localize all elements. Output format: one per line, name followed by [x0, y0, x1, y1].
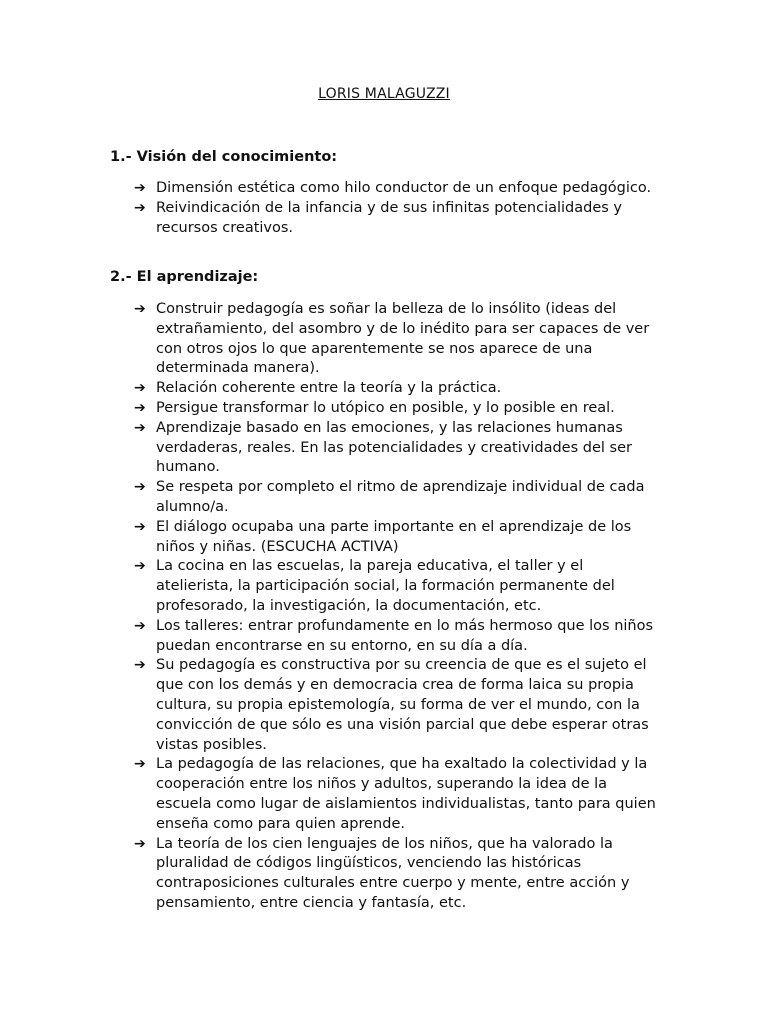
arrow-bullet-icon: ➔: [134, 558, 146, 575]
bullet-list-vision: [134, 179, 664, 238]
list-item-text: Relación coherente entre la teoría y la práctica.: [156, 380, 502, 397]
list-item-text: Dimensión estética como hilo conductor de un enfoque pedagógico.: [156, 180, 652, 196]
bullet-list-aprendizaje: [134, 300, 664, 914]
arrow-bullet-icon: ➔: [134, 399, 146, 416]
list-item-text: Persigue transformar lo utópico en posible, y lo posible en real.: [156, 399, 615, 416]
list-item-text: El diálogo ocupaba una parte importante en el aprendizaje de los niños y niñas. (ESCUCHA ACTIVA): [156, 518, 632, 555]
list-item: [134, 835, 664, 914]
list-item-text: Se respeta por completo el ritmo de aprendizaje individual de cada alumno/a.: [156, 479, 645, 515]
list-item: [134, 300, 664, 379]
list-item-text: Construir pedagogía es soñar la belleza de lo insólito (ideas del extrañamiento, del asombro y de lo inédito para ser capaces de ver con otros ojos lo que aparentemente se nos aparece de una determinada manera).: [156, 301, 650, 377]
list-item-text: Los talleres: entrar profundamente en lo más hermoso que los niños puedan encontrarse en su entorno, en su día a día.: [156, 617, 654, 654]
list-item: [134, 617, 664, 657]
arrow-bullet-icon: ➔: [134, 199, 146, 216]
arrow-bullet-icon: ➔: [134, 657, 146, 674]
arrow-bullet-icon: ➔: [134, 617, 146, 634]
list-item-text: La teoría de los cien lenguajes de los niños, que ha valorado la pluralidad de códigos lingüísticos, venciendo las históricas contraposiciones culturales entre cuerpo y mente, entre acción y pensamiento, entre ciencia y fantasía, etc.: [156, 835, 630, 911]
list-item: [134, 518, 664, 558]
arrow-bullet-icon: ➔: [134, 835, 146, 852]
list-item-text: Aprendizaje basado en las emociones, y las relaciones humanas verdaderas, reales. En las potencialidades y creatividades del ser humano.: [156, 419, 632, 476]
list-item: [134, 656, 664, 755]
document-title: LORIS MALAGUZZI: [318, 86, 450, 102]
list-item: [134, 179, 664, 199]
list-item: [134, 199, 664, 239]
arrow-bullet-icon: ➔: [134, 380, 146, 397]
list-item-text: Su pedagogía es constructiva por su creencia de que es el sujeto el que con los demás y en democracia crea de forma laica su propia cultura, su propia epistemología, su forma de ver el mundo, con la convicción de que sólo es una visión parcial que debe esperar otras vistas posibles.: [156, 657, 649, 753]
list-item-text: La pedagogía de las relaciones, que ha exaltado la colectividad y la cooperación entre los niños y adultos, superando la idea de la escuela como lugar de aislamientos individualistas, tanto para quien enseña como para quien aprende.: [156, 756, 656, 832]
arrow-bullet-icon: ➔: [134, 419, 146, 436]
list-item-text: La cocina en las escuelas, la pareja educativa, el taller y el atelierista, la participación social, la formación permanente del profesorado, la investigación, la documentación, etc.: [156, 558, 615, 614]
list-item-text: Reivindicación de la infancia y de sus infinitas potencialidades y recursos creativos.: [156, 199, 622, 236]
list-item: [134, 557, 664, 616]
section-heading-vision: 1.- Visión del conocimiento:: [110, 149, 338, 165]
list-item: [134, 399, 664, 419]
arrow-bullet-icon: ➔: [134, 301, 146, 317]
arrow-bullet-icon: ➔: [134, 756, 146, 773]
section-heading-aprendizaje: 2.- El aprendizaje:: [110, 269, 259, 285]
list-item: [134, 478, 664, 518]
list-item: [134, 755, 664, 834]
list-item: [134, 419, 664, 478]
list-item: [134, 379, 664, 399]
arrow-bullet-icon: ➔: [134, 180, 146, 196]
arrow-bullet-icon: ➔: [134, 479, 146, 496]
arrow-bullet-icon: ➔: [134, 518, 146, 535]
